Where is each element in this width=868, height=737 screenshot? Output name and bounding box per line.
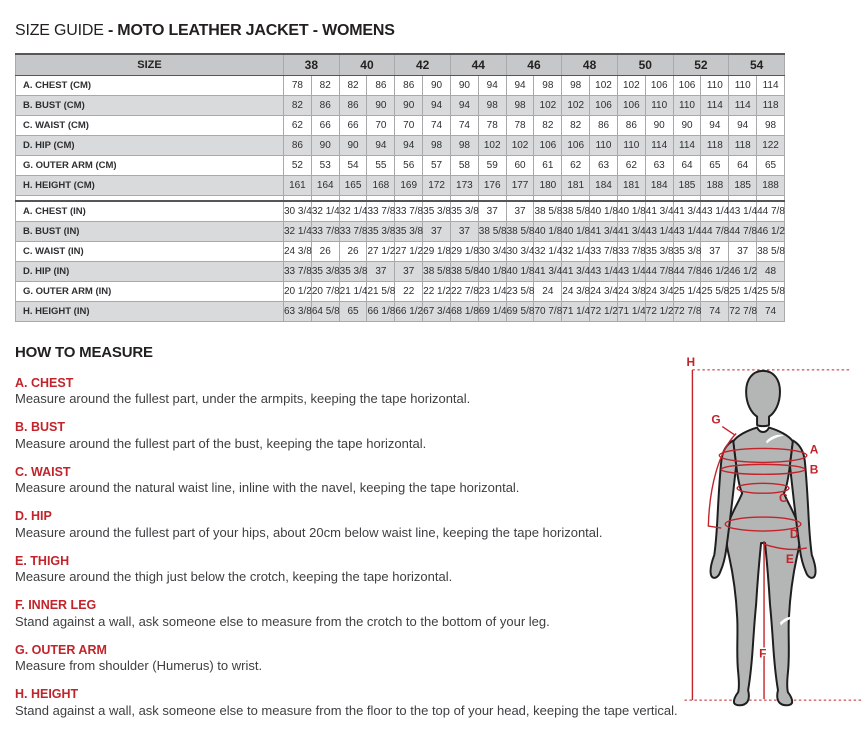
table-cell: 90 bbox=[450, 75, 478, 95]
table-cell: 58 bbox=[450, 155, 478, 175]
table-cell: 44 7/8 bbox=[645, 261, 673, 281]
row-label-cell: H. HEIGHT (CM) bbox=[16, 175, 284, 195]
measure-item-text: Stand against a wall, ask someone else to measure from the crotch to the bottom of your leg. bbox=[15, 613, 550, 629]
table-cell: 40 1/8 bbox=[562, 221, 590, 241]
table-cell: 27 1/2 bbox=[367, 241, 395, 261]
table-cell: 24 3/4 bbox=[590, 281, 618, 301]
figure-label-hip: D bbox=[789, 526, 799, 541]
table-cell: 69 1/4 bbox=[478, 301, 506, 321]
table-cell: 38 5/8 bbox=[450, 261, 478, 281]
table-cell: 72 1/2 bbox=[590, 301, 618, 321]
table-cell: 33 7/8 bbox=[284, 261, 312, 281]
table-cell: 46 1/2 bbox=[701, 261, 729, 281]
table-cell: 110 bbox=[673, 95, 701, 115]
table-cell: 37 bbox=[729, 241, 757, 261]
table-cell: 25 1/4 bbox=[673, 281, 701, 301]
table-cell: 90 bbox=[395, 95, 423, 115]
table-row bbox=[16, 75, 785, 95]
table-cell: 110 bbox=[617, 135, 645, 155]
size-table-corner-cell: SIZE bbox=[16, 54, 284, 75]
table-cell: 94 bbox=[395, 135, 423, 155]
page-title-bold: - MOTO LEATHER JACKET - WOMENS bbox=[107, 22, 395, 39]
table-cell: 106 bbox=[673, 75, 701, 95]
table-cell: 65 bbox=[701, 155, 729, 175]
table-cell: 41 3/4 bbox=[617, 221, 645, 241]
row-label-cell: B. BUST (CM) bbox=[16, 95, 284, 115]
body-diagram-svg bbox=[678, 344, 868, 732]
measure-item-label: C. WAIST bbox=[15, 464, 71, 479]
table-cell: 114 bbox=[757, 75, 785, 95]
table-cell: 41 3/4 bbox=[534, 261, 562, 281]
table-cell: 114 bbox=[701, 95, 729, 115]
table-cell: 118 bbox=[757, 95, 785, 115]
row-label-cell: D. HIP (CM) bbox=[16, 135, 284, 155]
table-cell: 41 3/4 bbox=[673, 201, 701, 221]
table-cell: 26 bbox=[339, 241, 367, 261]
table-cell: 35 3/8 bbox=[311, 261, 339, 281]
row-label-cell: D. HIP (IN) bbox=[16, 261, 284, 281]
table-cell: 106 bbox=[617, 95, 645, 115]
measure-item-hip bbox=[15, 509, 678, 542]
table-cell: 37 bbox=[450, 221, 478, 241]
table-cell: 33 7/8 bbox=[590, 241, 618, 261]
measure-item-label: A. CHEST bbox=[15, 375, 74, 390]
measure-item-text: Measure around the fullest part of the bust, keeping the tape horizontal. bbox=[15, 435, 427, 451]
how-to-measure-text-column bbox=[15, 344, 678, 737]
table-cell: 90 bbox=[367, 95, 395, 115]
table-cell: 185 bbox=[673, 175, 701, 195]
table-cell: 98 bbox=[757, 115, 785, 135]
table-cell: 74 bbox=[757, 301, 785, 321]
table-cell: 71 1/4 bbox=[617, 301, 645, 321]
measure-item-text: Measure around the natural waist line, inline with the navel, keeping the tape horizontal. bbox=[15, 480, 520, 496]
table-cell: 94 bbox=[478, 75, 506, 95]
table-cell: 41 3/4 bbox=[645, 201, 673, 221]
table-cell: 21 1/4 bbox=[339, 281, 367, 301]
page-title-regular: SIZE GUIDE bbox=[15, 22, 108, 39]
table-cell: 24 3/8 bbox=[562, 281, 590, 301]
table-cell: 66 bbox=[339, 115, 367, 135]
row-label-cell: H. HEIGHT (IN) bbox=[16, 301, 284, 321]
row-label-cell: A. CHEST (CM) bbox=[16, 75, 284, 95]
table-cell: 71 1/4 bbox=[562, 301, 590, 321]
row-label-cell: G. OUTER ARM (CM) bbox=[16, 155, 284, 175]
table-cell: 43 1/4 bbox=[673, 221, 701, 241]
table-cell: 70 bbox=[395, 115, 423, 135]
table-cell: 60 bbox=[506, 155, 534, 175]
table-cell: 25 5/8 bbox=[701, 281, 729, 301]
table-cell: 38 5/8 bbox=[757, 241, 785, 261]
table-cell: 86 bbox=[395, 75, 423, 95]
table-cell: 21 5/8 bbox=[367, 281, 395, 301]
table-cell: 94 bbox=[450, 95, 478, 115]
size-table-head bbox=[16, 54, 785, 75]
table-cell: 35 3/8 bbox=[367, 221, 395, 241]
table-cell: 184 bbox=[645, 175, 673, 195]
table-cell: 46 1/2 bbox=[729, 261, 757, 281]
table-cell: 102 bbox=[478, 135, 506, 155]
table-cell: 102 bbox=[506, 135, 534, 155]
measure-item-height bbox=[15, 687, 678, 720]
table-cell: 98 bbox=[534, 75, 562, 95]
table-cell: 38 5/8 bbox=[534, 201, 562, 221]
table-cell: 30 3/4 bbox=[478, 241, 506, 261]
measure-item-outer-arm bbox=[15, 643, 678, 676]
table-cell: 94 bbox=[423, 95, 451, 115]
table-cell: 30 3/4 bbox=[284, 201, 312, 221]
measure-item-bust bbox=[15, 420, 678, 453]
table-cell: 82 bbox=[339, 75, 367, 95]
table-cell: 98 bbox=[478, 95, 506, 115]
table-cell: 23 1/4 bbox=[478, 281, 506, 301]
table-cell: 35 3/8 bbox=[395, 221, 423, 241]
table-cell: 106 bbox=[590, 95, 618, 115]
table-row bbox=[16, 115, 785, 135]
table-cell: 94 bbox=[701, 115, 729, 135]
table-cell: 62 bbox=[562, 155, 590, 175]
table-cell: 66 1/2 bbox=[395, 301, 423, 321]
table-cell: 72 7/8 bbox=[673, 301, 701, 321]
body-head bbox=[746, 370, 780, 425]
table-cell: 62 bbox=[284, 115, 312, 135]
table-cell: 30 3/4 bbox=[506, 241, 534, 261]
table-cell: 72 7/8 bbox=[729, 301, 757, 321]
table-cell: 38 5/8 bbox=[506, 221, 534, 241]
table-cell: 55 bbox=[367, 155, 395, 175]
table-cell: 110 bbox=[590, 135, 618, 155]
measure-item-chest bbox=[15, 376, 678, 409]
table-cell: 40 1/8 bbox=[506, 261, 534, 281]
table-cell: 37 bbox=[478, 201, 506, 221]
table-cell: 64 5/8 bbox=[311, 301, 339, 321]
table-cell: 33 7/8 bbox=[339, 221, 367, 241]
row-label-cell: B. BUST (IN) bbox=[16, 221, 284, 241]
measure-item-text: Stand against a wall, ask someone else to measure from the floor to the top of your head, keeping the tape vertical. bbox=[15, 702, 678, 718]
table-cell: 57 bbox=[423, 155, 451, 175]
table-cell: 90 bbox=[645, 115, 673, 135]
measure-item-label: E. THIGH bbox=[15, 553, 70, 568]
table-cell: 24 bbox=[534, 281, 562, 301]
table-cell: 27 1/2 bbox=[395, 241, 423, 261]
table-cell: 188 bbox=[701, 175, 729, 195]
measure-item-text: Measure around the fullest part, under the armpits, keeping the tape horizontal. bbox=[15, 391, 471, 407]
table-cell: 65 bbox=[757, 155, 785, 175]
table-cell: 22 bbox=[395, 281, 423, 301]
table-cell: 70 7/8 bbox=[534, 301, 562, 321]
table-cell: 38 5/8 bbox=[562, 201, 590, 221]
measure-item-inner-leg bbox=[15, 598, 678, 631]
table-cell: 78 bbox=[284, 75, 312, 95]
table-cell: 106 bbox=[534, 135, 562, 155]
table-cell: 86 bbox=[617, 115, 645, 135]
table-cell: 29 1/8 bbox=[450, 241, 478, 261]
table-cell: 48 bbox=[757, 261, 785, 281]
row-label-cell: C. WAIST (IN) bbox=[16, 241, 284, 261]
table-cell: 59 bbox=[478, 155, 506, 175]
table-cell: 43 1/4 bbox=[729, 201, 757, 221]
table-cell: 161 bbox=[284, 175, 312, 195]
size-column-header: 48 bbox=[562, 54, 618, 75]
size-table bbox=[15, 53, 785, 322]
table-cell: 94 bbox=[367, 135, 395, 155]
size-table-header-row bbox=[16, 54, 785, 75]
table-cell: 32 1/4 bbox=[284, 221, 312, 241]
table-cell: 41 3/4 bbox=[590, 221, 618, 241]
table-cell: 25 1/4 bbox=[729, 281, 757, 301]
table-cell: 20 1/2 bbox=[284, 281, 312, 301]
table-cell: 86 bbox=[367, 75, 395, 95]
table-cell: 86 bbox=[284, 135, 312, 155]
size-column-header: 50 bbox=[617, 54, 673, 75]
table-cell: 181 bbox=[562, 175, 590, 195]
table-cell: 184 bbox=[590, 175, 618, 195]
table-row bbox=[16, 155, 785, 175]
table-cell: 40 1/8 bbox=[590, 201, 618, 221]
row-label-cell: A. CHEST (IN) bbox=[16, 201, 284, 221]
table-cell: 22 1/2 bbox=[423, 281, 451, 301]
table-cell: 106 bbox=[562, 135, 590, 155]
measure-item-label: H. HEIGHT bbox=[15, 687, 79, 702]
table-cell: 64 bbox=[729, 155, 757, 175]
table-cell: 43 1/4 bbox=[645, 221, 673, 241]
table-cell: 66 1/8 bbox=[367, 301, 395, 321]
table-cell: 177 bbox=[506, 175, 534, 195]
table-row bbox=[16, 261, 785, 281]
size-column-header: 46 bbox=[506, 54, 562, 75]
table-cell: 43 1/4 bbox=[617, 261, 645, 281]
table-cell: 98 bbox=[450, 135, 478, 155]
table-cell: 78 bbox=[506, 115, 534, 135]
table-cell: 44 7/8 bbox=[701, 221, 729, 241]
figure-label-chest: A bbox=[809, 441, 819, 456]
table-cell: 64 bbox=[673, 155, 701, 175]
table-cell: 24 3/8 bbox=[284, 241, 312, 261]
table-cell: 110 bbox=[701, 75, 729, 95]
table-cell: 114 bbox=[729, 95, 757, 115]
table-cell: 29 1/8 bbox=[423, 241, 451, 261]
table-cell: 181 bbox=[617, 175, 645, 195]
table-cell: 22 7/8 bbox=[450, 281, 478, 301]
table-cell: 118 bbox=[729, 135, 757, 155]
measure-item-text: Measure around the thigh just below the crotch, keeping the tape horizontal. bbox=[15, 569, 453, 585]
table-cell: 164 bbox=[311, 175, 339, 195]
table-cell: 70 bbox=[367, 115, 395, 135]
table-cell: 102 bbox=[590, 75, 618, 95]
table-cell: 35 3/8 bbox=[339, 261, 367, 281]
table-cell: 33 7/8 bbox=[617, 241, 645, 261]
table-cell: 78 bbox=[478, 115, 506, 135]
table-cell: 90 bbox=[423, 75, 451, 95]
table-cell: 38 5/8 bbox=[423, 261, 451, 281]
table-cell: 66 bbox=[311, 115, 339, 135]
size-column-header: 54 bbox=[729, 54, 785, 75]
table-cell: 40 1/8 bbox=[617, 201, 645, 221]
measure-item-label: B. BUST bbox=[15, 420, 65, 435]
table-cell: 35 3/8 bbox=[450, 201, 478, 221]
figure-label-inner-leg: F bbox=[758, 645, 767, 660]
table-cell: 185 bbox=[729, 175, 757, 195]
table-cell: 188 bbox=[757, 175, 785, 195]
table-cell: 98 bbox=[562, 75, 590, 95]
table-cell: 74 bbox=[701, 301, 729, 321]
table-cell: 94 bbox=[729, 115, 757, 135]
table-cell: 176 bbox=[478, 175, 506, 195]
table-cell: 173 bbox=[450, 175, 478, 195]
table-cell: 74 bbox=[450, 115, 478, 135]
table-cell: 165 bbox=[339, 175, 367, 195]
table-row bbox=[16, 221, 785, 241]
table-cell: 86 bbox=[311, 95, 339, 115]
measure-item-label: F. INNER LEG bbox=[15, 598, 97, 613]
table-cell: 172 bbox=[423, 175, 451, 195]
table-cell: 180 bbox=[534, 175, 562, 195]
table-cell: 35 3/8 bbox=[645, 241, 673, 261]
table-cell: 63 3/8 bbox=[284, 301, 312, 321]
table-cell: 43 1/4 bbox=[701, 201, 729, 221]
table-cell: 46 1/2 bbox=[757, 221, 785, 241]
table-cell: 114 bbox=[645, 135, 673, 155]
figure-label-bust: B bbox=[809, 461, 819, 476]
table-cell: 102 bbox=[617, 75, 645, 95]
table-cell: 114 bbox=[673, 135, 701, 155]
size-column-header: 52 bbox=[673, 54, 729, 75]
table-row bbox=[16, 135, 785, 155]
figure-label-thigh: E bbox=[785, 551, 794, 566]
table-cell: 82 bbox=[534, 115, 562, 135]
table-cell: 98 bbox=[423, 135, 451, 155]
table-cell: 62 bbox=[617, 155, 645, 175]
body-torso-legs bbox=[726, 427, 800, 705]
table-cell: 102 bbox=[534, 95, 562, 115]
table-cell: 24 3/4 bbox=[645, 281, 673, 301]
page-title bbox=[15, 22, 785, 40]
table-cell: 90 bbox=[311, 135, 339, 155]
table-cell: 98 bbox=[506, 95, 534, 115]
row-label-cell: G. OUTER ARM (IN) bbox=[16, 281, 284, 301]
table-cell: 33 7/8 bbox=[367, 201, 395, 221]
size-column-header: 40 bbox=[339, 54, 395, 75]
table-cell: 40 1/8 bbox=[534, 221, 562, 241]
table-cell: 25 5/8 bbox=[757, 281, 785, 301]
table-cell: 110 bbox=[729, 75, 757, 95]
table-cell: 86 bbox=[590, 115, 618, 135]
table-cell: 52 bbox=[284, 155, 312, 175]
table-cell: 41 3/4 bbox=[562, 261, 590, 281]
table-cell: 86 bbox=[339, 95, 367, 115]
table-cell: 74 bbox=[423, 115, 451, 135]
table-cell: 37 bbox=[395, 261, 423, 281]
table-cell: 43 1/4 bbox=[590, 261, 618, 281]
size-table-body bbox=[16, 75, 785, 321]
how-to-measure-heading: HOW TO MEASURE bbox=[15, 343, 153, 361]
measure-item-label: D. HIP bbox=[15, 509, 52, 524]
table-cell: 168 bbox=[367, 175, 395, 195]
table-row bbox=[16, 281, 785, 301]
table-row bbox=[16, 301, 785, 321]
table-cell: 90 bbox=[673, 115, 701, 135]
table-cell: 38 5/8 bbox=[478, 221, 506, 241]
table-cell: 23 5/8 bbox=[506, 281, 534, 301]
table-cell: 82 bbox=[284, 95, 312, 115]
table-cell: 63 bbox=[590, 155, 618, 175]
table-cell: 32 1/4 bbox=[534, 241, 562, 261]
table-cell: 53 bbox=[311, 155, 339, 175]
table-cell: 37 bbox=[701, 241, 729, 261]
table-cell: 24 3/8 bbox=[617, 281, 645, 301]
table-cell: 56 bbox=[395, 155, 423, 175]
size-column-header: 42 bbox=[395, 54, 451, 75]
table-cell: 102 bbox=[562, 95, 590, 115]
measurement-figure bbox=[678, 344, 868, 737]
table-cell: 33 7/8 bbox=[395, 201, 423, 221]
table-cell: 35 3/8 bbox=[673, 241, 701, 261]
table-cell: 122 bbox=[757, 135, 785, 155]
table-cell: 69 5/8 bbox=[506, 301, 534, 321]
table-cell: 63 bbox=[645, 155, 673, 175]
table-cell: 67 3/4 bbox=[423, 301, 451, 321]
table-cell: 82 bbox=[562, 115, 590, 135]
table-cell: 26 bbox=[311, 241, 339, 261]
how-to-measure-section bbox=[15, 343, 819, 737]
table-cell: 44 7/8 bbox=[757, 201, 785, 221]
size-column-header: 44 bbox=[450, 54, 506, 75]
table-cell: 118 bbox=[701, 135, 729, 155]
table-cell: 37 bbox=[367, 261, 395, 281]
table-cell: 94 bbox=[506, 75, 534, 95]
figure-label-waist: C bbox=[778, 490, 788, 505]
table-cell: 32 1/4 bbox=[339, 201, 367, 221]
table-cell: 37 bbox=[423, 221, 451, 241]
measure-item-waist bbox=[15, 465, 678, 498]
measure-item-label: G. OUTER ARM bbox=[15, 642, 107, 657]
measure-item-text: Measure around the fullest part of your hips, about 20cm below waist line, keeping the tape horizontal. bbox=[15, 524, 603, 540]
table-cell: 82 bbox=[311, 75, 339, 95]
measure-item-thigh bbox=[15, 554, 678, 587]
table-cell: 44 7/8 bbox=[729, 221, 757, 241]
table-cell: 35 3/8 bbox=[423, 201, 451, 221]
table-cell: 32 1/4 bbox=[311, 201, 339, 221]
table-cell: 37 bbox=[506, 201, 534, 221]
table-cell: 33 7/8 bbox=[311, 221, 339, 241]
table-cell: 32 1/4 bbox=[562, 241, 590, 261]
table-cell: 106 bbox=[645, 75, 673, 95]
measure-item-text: Measure from shoulder (Humerus) to wrist. bbox=[15, 658, 263, 674]
outer-arm-leader-line bbox=[722, 426, 734, 434]
table-cell: 61 bbox=[534, 155, 562, 175]
table-cell: 169 bbox=[395, 175, 423, 195]
figure-label-outer-arm: G bbox=[710, 412, 721, 427]
table-cell: 68 1/8 bbox=[450, 301, 478, 321]
table-cell: 44 7/8 bbox=[673, 261, 701, 281]
table-row bbox=[16, 241, 785, 261]
size-column-header: 38 bbox=[284, 54, 340, 75]
table-row bbox=[16, 95, 785, 115]
table-cell: 54 bbox=[339, 155, 367, 175]
row-label-cell: C. WAIST (CM) bbox=[16, 115, 284, 135]
table-cell: 110 bbox=[645, 95, 673, 115]
table-cell: 40 1/8 bbox=[478, 261, 506, 281]
figure-label-height: H bbox=[686, 354, 695, 369]
table-cell: 72 1/2 bbox=[645, 301, 673, 321]
table-cell: 20 7/8 bbox=[311, 281, 339, 301]
table-cell: 65 bbox=[339, 301, 367, 321]
table-row bbox=[16, 201, 785, 221]
table-row bbox=[16, 175, 785, 195]
table-cell: 90 bbox=[339, 135, 367, 155]
